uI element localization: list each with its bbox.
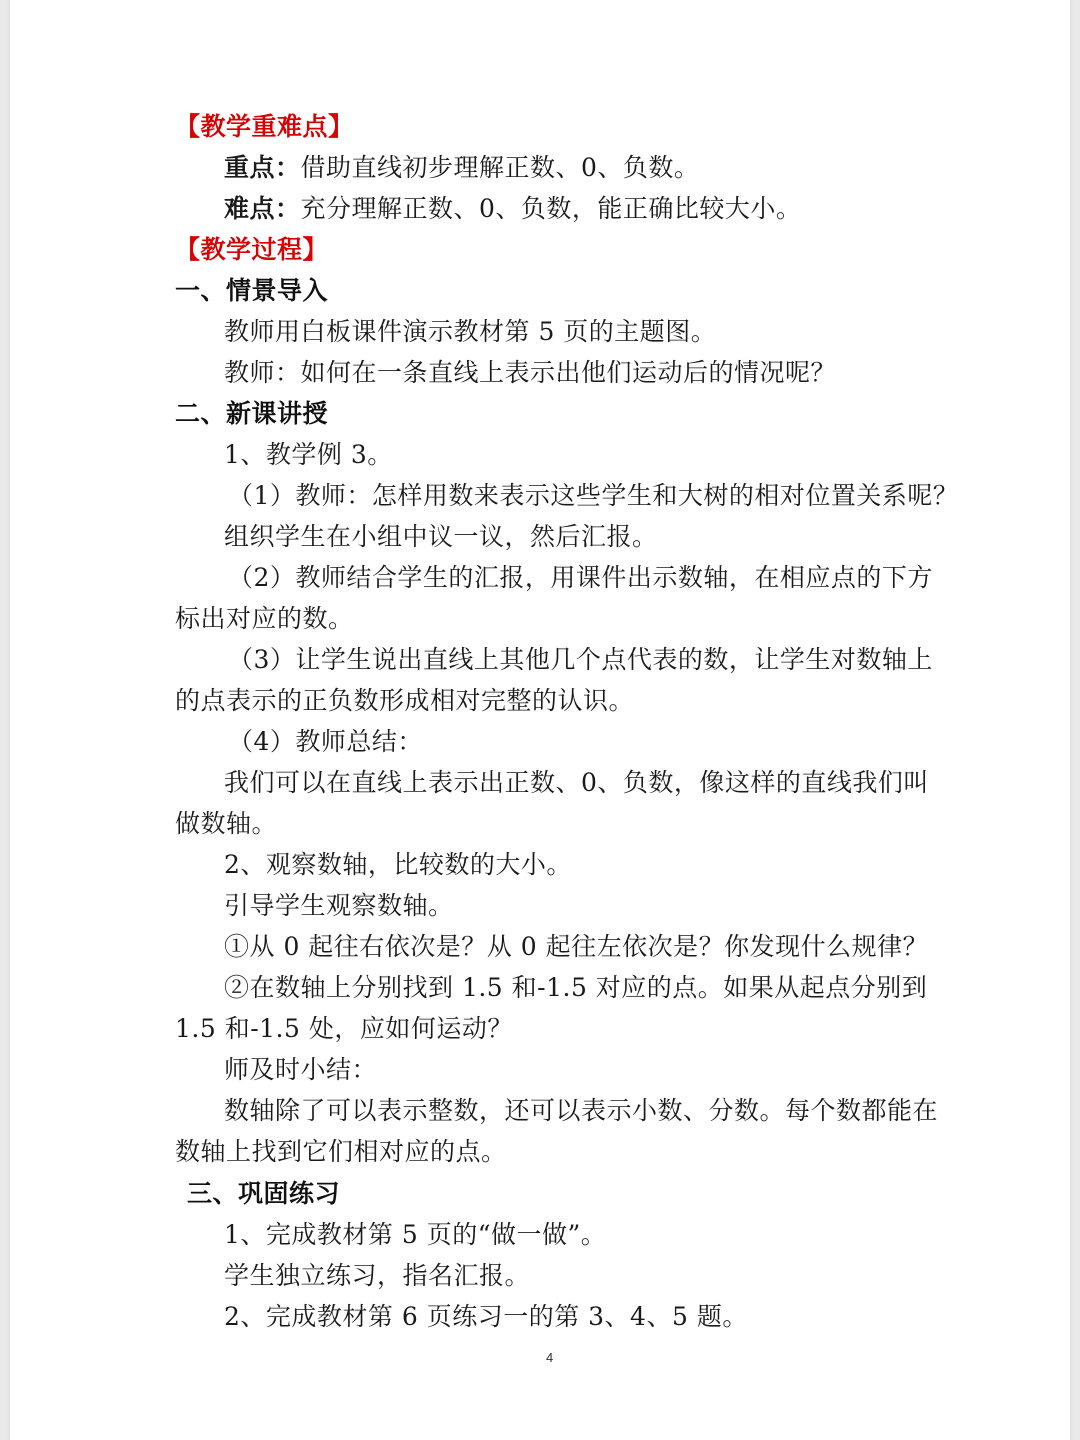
paragraph-line: ①从 0 起往右依次是？从 0 起往左依次是？你发现什么规律？	[224, 932, 929, 961]
paragraph-line: 2、完成教材第 6 页练习一的第 3、4、5 题。	[224, 1302, 748, 1331]
paragraph-line: 教师：如何在一条直线上表示出他们运动后的情况呢？	[224, 358, 837, 387]
heading-key-difficult: 【教学重难点】	[175, 112, 354, 141]
paragraph-line: （4）教师总结：	[228, 727, 423, 756]
paragraph-line: 做数轴。	[175, 809, 278, 838]
difficult-line	[224, 192, 801, 226]
paragraph-line: 师及时小结：	[224, 1055, 378, 1084]
paragraph-line: （3）让学生说出直线上其他几个点代表的数，让学生对数轴上	[228, 645, 933, 674]
paragraph-line: 2、观察数轴，比较数的大小。	[224, 850, 572, 879]
focus-text: 借助直线初步理解正数、0、负数。	[300, 153, 700, 182]
section-new-lesson: 二、新课讲授	[175, 399, 329, 428]
difficult-label: 难点：	[224, 194, 301, 223]
section-intro: 一、情景导入	[175, 276, 329, 305]
paragraph-line: 1.5 和-1.5 处，应如何运动？	[175, 1014, 513, 1043]
paragraph-line: （1）教师：怎样用数来表示这些学生和大树的相对位置关系呢？	[228, 481, 959, 510]
paragraph-line: 1、完成教材第 5 页的“做一做”。	[224, 1220, 607, 1249]
heading-process: 【教学过程】	[175, 235, 329, 264]
paragraph-line: 的点表示的正负数形成相对完整的认识。	[175, 686, 635, 715]
paragraph-line: 我们可以在直线上表示出正数、0、负数，像这样的直线我们叫	[224, 768, 929, 797]
page-number: 4	[546, 1350, 554, 1365]
paragraph-line: 教师用白板课件演示教材第 5 页的主题图。	[224, 317, 717, 346]
difficult-text: 充分理解正数、0、负数，能正确比较大小。	[300, 194, 802, 223]
paragraph-line: ②在数轴上分别找到 1.5 和-1.5 对应的点。如果从起点分别到	[224, 973, 928, 1002]
paragraph-line: 1、教学例 3。	[224, 440, 393, 469]
focus-line	[224, 151, 699, 185]
paragraph-line: 学生独立练习，指名汇报。	[224, 1261, 531, 1290]
paragraph-line: 标出对应的数。	[175, 604, 354, 633]
focus-label: 重点：	[224, 153, 301, 182]
paragraph-line: 数轴上找到它们相对应的点。	[175, 1137, 507, 1166]
paragraph-line: （2）教师结合学生的汇报，用课件出示数轴，在相应点的下方	[228, 563, 933, 592]
paragraph-line: 引导学生观察数轴。	[224, 891, 454, 920]
paragraph-line: 数轴除了可以表示整数，还可以表示小数、分数。每个数都能在	[224, 1096, 939, 1125]
document-page	[10, 0, 1070, 1440]
paragraph-line: 组织学生在小组中议一议，然后汇报。	[224, 522, 658, 551]
section-practice: 三、巩固练习	[187, 1179, 341, 1208]
